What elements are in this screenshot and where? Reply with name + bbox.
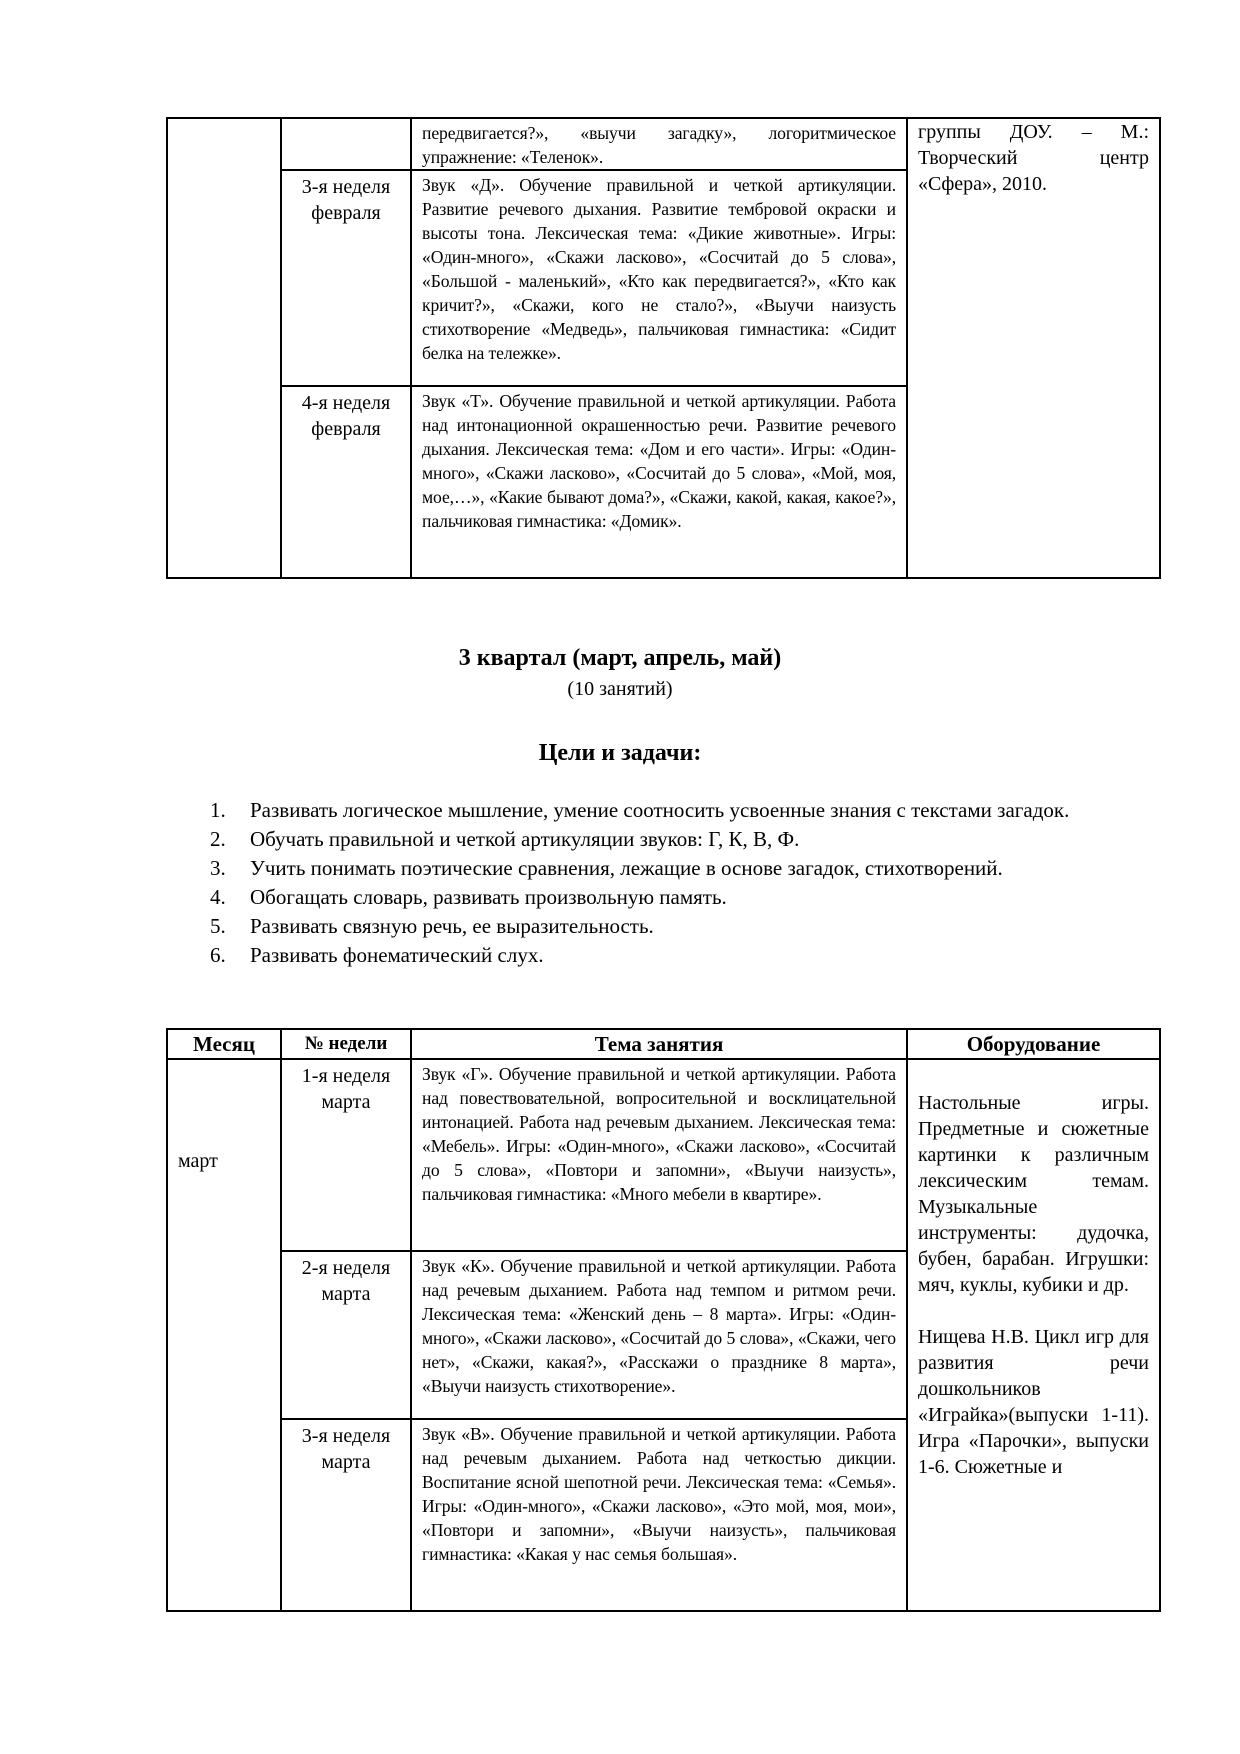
- week-cell: [281, 118, 411, 170]
- list-item: 1. Развивать логическое мышление, умение соотносить усвоенные знания с текстами загадок.: [210, 798, 1070, 822]
- quarter-subtitle: (10 занятий): [567, 678, 673, 700]
- week-cell: 4-я неделя февраля: [281, 386, 411, 578]
- equipment-cell: [907, 1059, 1160, 1611]
- month-cell: март: [167, 1059, 281, 1611]
- list-item: 6. Развивать фонематический слух.: [210, 943, 544, 967]
- lesson-table-continued: [166, 117, 1161, 579]
- topic-cell: Звук «Т». Обучение правильной и четкой артикуляции. Работа над интонационной окрашенностью речи. Развитие речевого дыхания. Лексическая тема: «Дом и его части». Игры: «Один-много», «Скажи ласково», «Сосчитай до 5 слова», «Мой, моя, мое,…», «Какие бывают дома?», «Скажи, какой, какая, какое?», пальчиковая гимнастика: «Домик».: [411, 386, 907, 578]
- goals-list: [210, 796, 1150, 970]
- quarter-title: 3 квартал (март, апрель, май): [458, 645, 782, 671]
- topic-cell: Звук «Г». Обучение правильной и четкой артикуляции. Работа над повествовательной, вопросительной и восклицательной интонацией. Работа над речевым дыханием. Лексическая тема: «Мебель». Игры: «Один-много», «Скажи ласково», «Сосчитай до 5 слова», «Повтори и запомни», «Выучи наизусть», пальчиковая гимнастика: «Много мебели в квартире».: [411, 1059, 907, 1251]
- week-cell: 3-я неделя марта: [281, 1419, 411, 1611]
- table-header-row: [167, 1029, 1160, 1059]
- week-cell: 1-я неделя марта: [281, 1059, 411, 1251]
- list-item: 2. Обучать правильной и четкой артикуляции звуков: Г, К, В, Ф.: [210, 827, 800, 851]
- week-cell: 2-я неделя марта: [281, 1251, 411, 1419]
- week-cell: 3-я неделя февраля: [281, 170, 411, 386]
- topic-cell: передвигается?», «выучи загадку», логоритмическое упражнение: «Теленок».: [411, 118, 907, 170]
- topic-cell: Звук «К». Обучение правильной и четкой артикуляции. Работа над речевым дыханием. Работа над темпом и ритмом речи. Лексическая тема: «Женский день – 8 марта». Игры: «Один-много», «Скажи ласково», «Сосчитай до 5 слова», «Скажи, чего нет», «Скажи, какая?», «Расскажи о празднике 8 марта», «Выучи наизусть стихотворение».: [411, 1251, 907, 1419]
- topic-cell: Звук «В». Обучение правильной и четкой артикуляции. Работа над речевым дыханием. Работа над четкостью дикции. Воспитание ясной шепотной речи. Лексическая тема: «Семья». Игры: «Один-много», «Скажи ласково», «Это мой, моя, мои», «Повтори и запомни», «Выучи наизусть», пальчиковая гимнастика: «Какая у нас семья большая».: [411, 1419, 907, 1611]
- equipment-text: Настольные игры. Предметные и сюжетные картинки к различным лексическим темам. Музыкальные инструменты: дудочка, бубен, барабан. Игрушки: мяч, куклы, кубики и др.: [918, 1092, 1149, 1296]
- goals-title: Цели и задачи:: [538, 740, 702, 766]
- lesson-table: [166, 1028, 1161, 1612]
- equipment-cell: группы ДОУ. – М.: Творческий центр «Сфера», 2010.: [907, 118, 1160, 578]
- list-item: 3. Учить понимать поэтические сравнения, лежащие в основе загадок, стихотворений.: [210, 856, 1003, 880]
- header-week: № недели: [281, 1029, 411, 1059]
- header-equipment: Оборудование: [907, 1029, 1160, 1059]
- table-row: [167, 1059, 1160, 1251]
- header-topic: Тема занятия: [411, 1029, 907, 1059]
- list-item: 5. Развивать связную речь, ее выразительность.: [210, 914, 654, 938]
- table-row: [167, 118, 1160, 170]
- list-item: 4. Обогащать словарь, развивать произвольную память.: [210, 885, 727, 909]
- equipment-text: Нищева Н.В. Цикл игр для развития речи дошкольников «Играйка»(выпуски 1-11). Игра «Парочки», выпуски 1-6. Сюжетные и: [918, 1326, 1149, 1478]
- header-month: Месяц: [167, 1029, 281, 1059]
- topic-cell: Звук «Д». Обучение правильной и четкой артикуляции. Развитие речевого дыхания. Развитие тембровой окраски и высоты тона. Лексическая тема: «Дикие животные». Игры: «Один-много», «Скажи ласково», «Сосчитай до 5 слова», «Большой - маленький», «Кто как передвигается?», «Кто как кричит?», «Скажи, кого не стало?», «Выучи наизусть стихотворение «Медведь», пальчиковая гимнастика: «Сидит белка на тележке».: [411, 170, 907, 386]
- month-cell: [167, 118, 281, 578]
